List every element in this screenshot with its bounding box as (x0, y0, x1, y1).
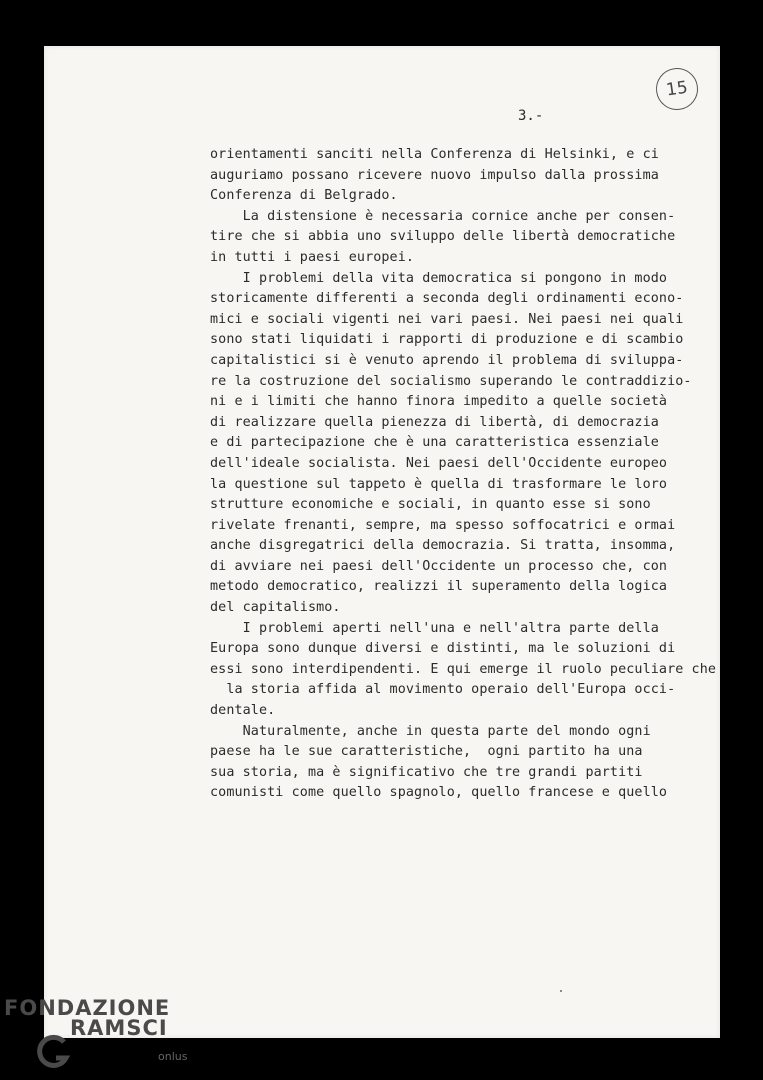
watermark-line2: RAMSCI (70, 1016, 168, 1040)
text-line: e di partecipazione che è una caratteristica essenziale (210, 435, 659, 451)
text-line: comunisti come quello spagnolo, quello francese e quello (210, 785, 668, 801)
text-line: storicamente differenti a seconda degli ordinamenti econo- (210, 291, 684, 307)
text-line: la storia affida al movimento operaio dell'Europa occi- (210, 682, 676, 698)
text-line: del capitalismo. (210, 600, 341, 616)
text-line: dentale. (210, 703, 276, 719)
text-line: metodo democratico, realizzi il superamento della logica (210, 579, 668, 595)
text-line: di realizzare quella pienezza di libertà, di democrazia (210, 414, 659, 430)
text-line: in tutti i paesi europei. (210, 249, 415, 265)
text-line: paese ha le sue caratteristiche, ogni partito ha una (210, 744, 643, 760)
text-line: la questione sul tappeto è quella di trasformare le loro (210, 476, 668, 492)
text-line: strutture economiche e sociali, in quanto esse si sono (210, 497, 651, 513)
text-line: capitalistici si è venuto aprendo il problema di sviluppa- (210, 352, 684, 368)
document-body (210, 145, 717, 804)
text-line: essi sono interdipendenti. E qui emerge il ruolo peculiare che (210, 661, 717, 677)
watermark-line1: FONDAZIONE (4, 996, 171, 1020)
text-line: I problemi della vita democratica si pongono in modo (210, 270, 668, 286)
text-line: di avviare nei paesi dell'Occidente un processo che, con (210, 558, 668, 574)
text-line: tire che si abbia uno sviluppo delle libertà democratiche (210, 229, 676, 245)
text-line: ni e i limiti che hanno finora impedito a quelle società (210, 394, 668, 410)
text-line: mici e sociali vigenti nei vari paesi. Nei paesi nei quali (210, 311, 684, 327)
text-line: auguriamo possano ricevere nuovo impulso dalla prossima (210, 167, 659, 183)
text-line: re la costruzione del socialismo superando le contraddizio- (210, 373, 692, 389)
text-line: Europa sono dunque diversi e distinti, ma le soluzioni di (210, 641, 676, 657)
text-line: dell'ideale socialista. Nei paesi dell'Occidente europeo (210, 455, 668, 471)
archive-stamp: 15 (653, 65, 700, 112)
text-line: anche disgregatrici della democrazia. Si tratta, insomma, (210, 538, 676, 554)
g-logo-icon (34, 1032, 74, 1072)
text-line: Conferenza di Belgrado. (210, 188, 398, 204)
text-line: rivelate frenanti, sempre, ma spesso soffocatrici e ormai (210, 517, 676, 533)
text-line: La distensione è necessaria cornice anche per consen- (210, 208, 676, 224)
text-line: sua storia, ma è significativo che tre grandi partiti (210, 764, 643, 780)
text-line: sono stati liquidati i rapporti di produzione e di scambio (210, 332, 684, 348)
text-line: orientamenti sanciti nella Conferenza di Helsinki, e ci (210, 147, 659, 162)
paper-speck (560, 990, 562, 992)
text-line: I problemi aperti nell'una e nell'altra parte della (210, 620, 659, 636)
text-line: Naturalmente, anche in questa parte del mondo ogni (210, 723, 651, 739)
page-number: 3.- (518, 108, 544, 124)
fondazione-gramsci-watermark (0, 992, 200, 1080)
watermark-suffix: onlus (158, 1050, 188, 1063)
